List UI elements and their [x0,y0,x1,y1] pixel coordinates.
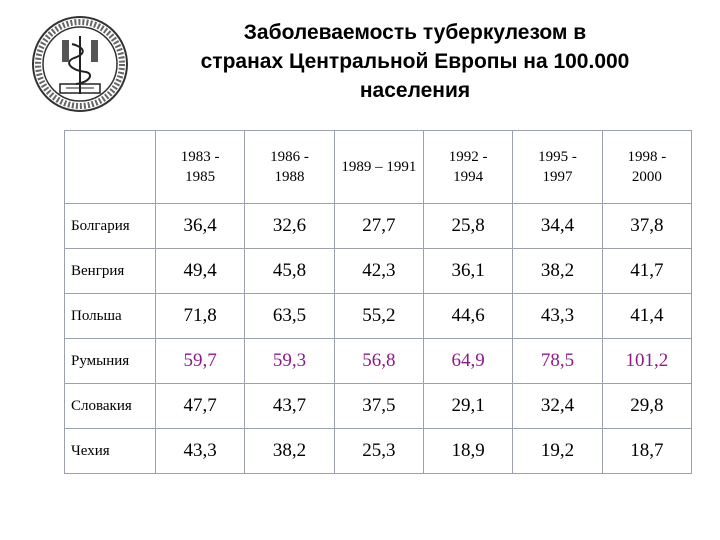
medical-emblem-logo [30,14,130,114]
value-cell: 71,8 [156,294,245,339]
header-row [65,131,692,204]
value-cell: 37,8 [602,204,691,249]
period-header-line-2: 1985 [185,169,216,185]
country-cell: Польша [65,294,156,339]
country-cell: Чехия [65,429,156,474]
value-cell: 63,5 [245,294,334,339]
period-header [602,131,691,204]
value-cell: 45,8 [245,249,334,294]
period-header-line-2: 1988 [274,169,305,185]
period-header-line-2: 1997 [542,169,573,185]
country-cell: Венгрия [65,249,156,294]
page-title [160,18,670,105]
medical-emblem-seal-icon [30,14,130,114]
period-header [513,131,602,204]
value-cell: 78,5 [513,339,602,384]
corner-cell [65,131,156,204]
value-cell: 25,3 [334,429,423,474]
period-header-line-2: 2000 [631,169,662,185]
value-cell: 38,2 [513,249,602,294]
value-cell: 43,7 [245,384,334,429]
title-line-1: Заболеваемость туберкулезом в [243,21,587,44]
value-cell: 32,4 [513,384,602,429]
table-row [65,204,692,249]
value-cell: 49,4 [156,249,245,294]
value-cell: 36,1 [423,249,512,294]
title-line-3: населения [359,79,471,102]
value-cell: 56,8 [334,339,423,384]
period-header-line-2: 1994 [453,169,484,185]
table-row [65,249,692,294]
value-cell: 59,3 [245,339,334,384]
value-cell: 27,7 [334,204,423,249]
value-cell: 64,9 [423,339,512,384]
value-cell: 32,6 [245,204,334,249]
value-cell: 101,2 [602,339,691,384]
value-cell: 29,8 [602,384,691,429]
period-header [156,131,245,204]
value-cell: 29,1 [423,384,512,429]
value-cell: 36,4 [156,204,245,249]
value-cell: 42,3 [334,249,423,294]
value-cell: 18,9 [423,429,512,474]
value-cell: 34,4 [513,204,602,249]
period-header-line-1: 1992 - [448,149,488,165]
value-cell: 41,4 [602,294,691,339]
period-header-line-1: 1983 - [180,149,220,165]
value-cell: 55,2 [334,294,423,339]
value-cell: 43,3 [156,429,245,474]
period-header [334,131,423,204]
country-cell: Словакия [65,384,156,429]
table-row [65,429,692,474]
table-row [65,384,692,429]
value-cell: 59,7 [156,339,245,384]
value-cell: 43,3 [513,294,602,339]
tuberculosis-incidence-table [64,130,692,474]
period-header [245,131,334,204]
value-cell: 19,2 [513,429,602,474]
country-cell: Болгария [65,204,156,249]
value-cell: 25,8 [423,204,512,249]
period-header [423,131,512,204]
value-cell: 44,6 [423,294,512,339]
title-line-2: странах Центральной Европы на 100.000 [200,50,630,73]
period-header-line-1: 1989 – 1991 [341,159,417,175]
value-cell: 47,7 [156,384,245,429]
value-cell: 41,7 [602,249,691,294]
table-row-highlighted [65,339,692,384]
period-header-line-1: 1998 - [627,149,667,165]
value-cell: 18,7 [602,429,691,474]
country-cell: Румыния [65,339,156,384]
period-header-line-1: 1986 - [270,149,309,165]
period-header-line-1: 1995 - [538,149,577,165]
table-row [65,294,692,339]
value-cell: 37,5 [334,384,423,429]
value-cell: 38,2 [245,429,334,474]
